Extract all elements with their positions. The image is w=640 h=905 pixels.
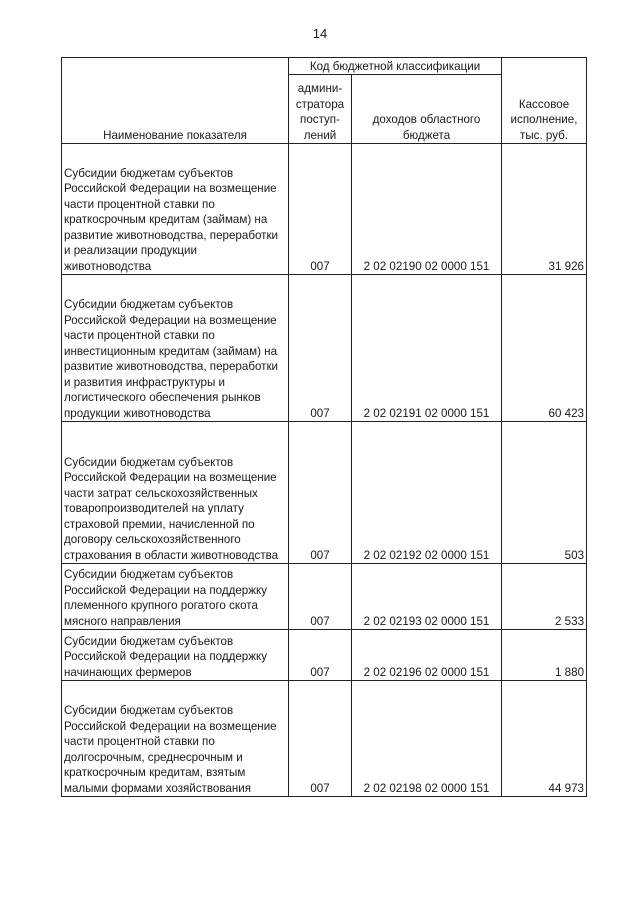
header-administrator: админи-стратора поступ-лений (289, 75, 352, 144)
row-admin-code: 007 (289, 144, 352, 275)
row-name: Субсидии бюджетам субъектов Российской Федерации на возмещение части затрат сельскохозяйственных товаропроизводителей на уплату страховой премии, начисленной по договору сельскохозяйственного страхования в области животноводства (62, 422, 289, 564)
row-amount: 44 973 (502, 681, 587, 797)
table-row (62, 144, 587, 275)
header-income: доходов областного бюджета (352, 75, 502, 144)
row-income-code: 2 02 02198 02 0000 151 (352, 681, 502, 797)
row-income-code: 2 02 02193 02 0000 151 (352, 564, 502, 630)
row-name: Субсидии бюджетам субъектов Российской Федерации на поддержку племенного крупного рогатого скота мясного направления (62, 564, 289, 630)
row-admin-code: 007 (289, 681, 352, 797)
table-row (62, 422, 587, 564)
row-name: Субсидии бюджетам субъектов Российской Федерации на поддержку начинающих фермеров (62, 630, 289, 681)
header-classification-code: Код бюджетной классификации (289, 58, 502, 75)
row-amount: 2 533 (502, 564, 587, 630)
table-row (62, 681, 587, 797)
budget-table (61, 57, 587, 797)
row-admin-code: 007 (289, 564, 352, 630)
row-admin-code: 007 (289, 422, 352, 564)
row-income-code: 2 02 02196 02 0000 151 (352, 630, 502, 681)
table-row (62, 275, 587, 422)
row-amount: 31 926 (502, 144, 587, 275)
header-row-top (62, 58, 587, 75)
row-name: Субсидии бюджетам субъектов Российской Федерации на возмещение части процентной ставки по инвестиционным кредитам (займам) на развитие животноводства, переработки и развития инфраструктуры и логистического обеспечения рынков продукции животноводства (62, 275, 289, 422)
header-indicator-name: Наименование показателя (62, 58, 289, 144)
table-row (62, 630, 587, 681)
row-name: Субсидии бюджетам субъектов Российской Федерации на возмещение части процентной ставки по краткосрочным кредитам (займам) на развитие животноводства, переработки и реализации продукции животноводства (62, 144, 289, 275)
row-name: Субсидии бюджетам субъектов Российской Федерации на возмещение части процентной ставки по долгосрочным, среднесрочным и краткосрочным кредитам, взятым малыми формами хозяйствования (62, 681, 289, 797)
page-number: 14 (312, 26, 328, 41)
row-amount: 1 880 (502, 630, 587, 681)
row-income-code: 2 02 02191 02 0000 151 (352, 275, 502, 422)
row-admin-code: 007 (289, 275, 352, 422)
table-row (62, 564, 587, 630)
row-income-code: 2 02 02190 02 0000 151 (352, 144, 502, 275)
header-cash-execution: Кассовое исполнение, тыс. руб. (502, 58, 587, 144)
row-amount: 503 (502, 422, 587, 564)
row-income-code: 2 02 02192 02 0000 151 (352, 422, 502, 564)
row-amount: 60 423 (502, 275, 587, 422)
row-admin-code: 007 (289, 630, 352, 681)
